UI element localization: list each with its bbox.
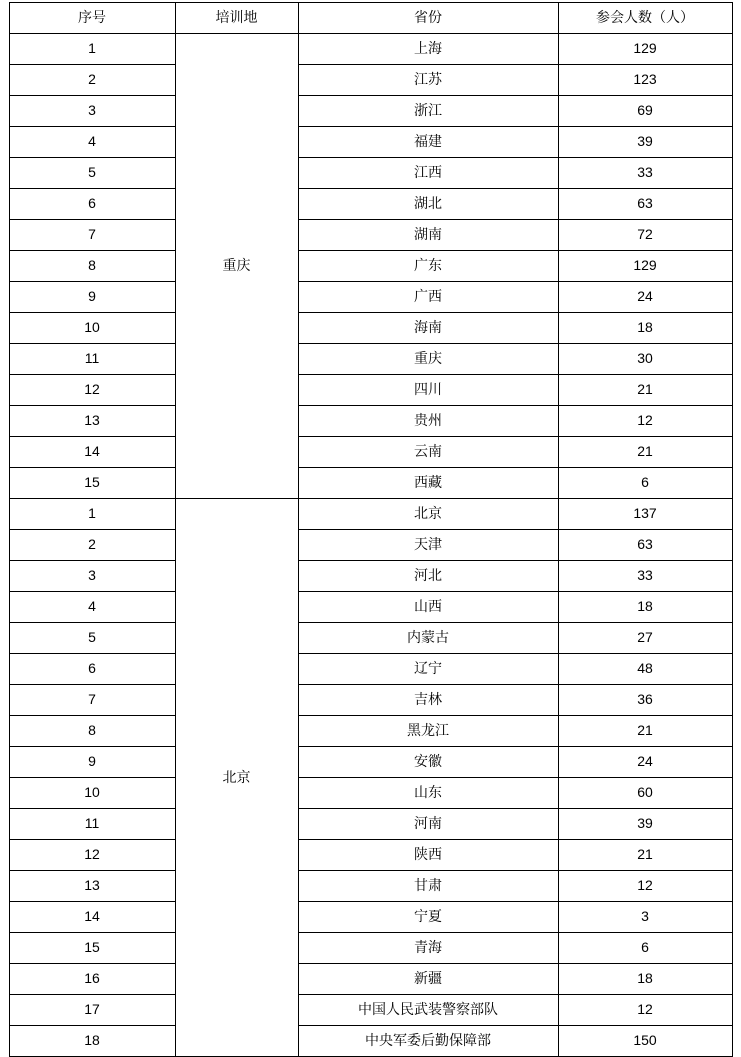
province-cell: 云南 bbox=[298, 437, 558, 468]
table-row bbox=[9, 251, 732, 282]
document-sheet bbox=[0, 2, 741, 1057]
table-row bbox=[9, 375, 732, 406]
province-cell: 福建 bbox=[298, 127, 558, 158]
table-row bbox=[9, 623, 732, 654]
participants-table bbox=[9, 2, 733, 1057]
row-index-cell: 11 bbox=[9, 344, 175, 375]
participant-count-cell: 21 bbox=[558, 716, 732, 747]
table-row bbox=[9, 685, 732, 716]
province-cell: 山东 bbox=[298, 778, 558, 809]
table-row bbox=[9, 437, 732, 468]
table-row bbox=[9, 530, 732, 561]
table-row bbox=[9, 34, 732, 65]
participant-count-cell: 137 bbox=[558, 499, 732, 530]
row-index-cell: 7 bbox=[9, 220, 175, 251]
participant-count-cell: 12 bbox=[558, 995, 732, 1026]
province-cell: 海南 bbox=[298, 313, 558, 344]
participant-count-cell: 39 bbox=[558, 809, 732, 840]
row-index-cell: 13 bbox=[9, 871, 175, 902]
participant-count-cell: 33 bbox=[558, 561, 732, 592]
table-row bbox=[9, 561, 732, 592]
participant-count-cell: 27 bbox=[558, 623, 732, 654]
row-index-cell: 8 bbox=[9, 251, 175, 282]
table-row bbox=[9, 344, 732, 375]
province-cell: 甘肃 bbox=[298, 871, 558, 902]
participant-count-cell: 36 bbox=[558, 685, 732, 716]
participant-count-cell: 12 bbox=[558, 871, 732, 902]
row-index-cell: 14 bbox=[9, 902, 175, 933]
province-cell: 吉林 bbox=[298, 685, 558, 716]
participant-count-cell: 39 bbox=[558, 127, 732, 158]
participant-count-cell: 69 bbox=[558, 96, 732, 127]
column-header-site: 培训地 bbox=[175, 3, 298, 34]
table-header-row bbox=[9, 3, 732, 34]
participant-count-cell: 129 bbox=[558, 251, 732, 282]
table-row bbox=[9, 747, 732, 778]
participant-count-cell: 18 bbox=[558, 592, 732, 623]
province-cell: 宁夏 bbox=[298, 902, 558, 933]
row-index-cell: 17 bbox=[9, 995, 175, 1026]
participant-count-cell: 63 bbox=[558, 530, 732, 561]
column-header-index: 序号 bbox=[9, 3, 175, 34]
table-row bbox=[9, 964, 732, 995]
row-index-cell: 12 bbox=[9, 375, 175, 406]
province-cell: 安徽 bbox=[298, 747, 558, 778]
participant-count-cell: 123 bbox=[558, 65, 732, 96]
table-row bbox=[9, 96, 732, 127]
table-row bbox=[9, 189, 732, 220]
table-row bbox=[9, 499, 732, 530]
table-row bbox=[9, 313, 732, 344]
table-row bbox=[9, 840, 732, 871]
training-site-cell: 北京 bbox=[175, 499, 298, 1057]
table-row bbox=[9, 778, 732, 809]
participant-count-cell: 24 bbox=[558, 282, 732, 313]
participant-count-cell: 48 bbox=[558, 654, 732, 685]
table-row bbox=[9, 716, 732, 747]
row-index-cell: 3 bbox=[9, 96, 175, 127]
province-cell: 黑龙江 bbox=[298, 716, 558, 747]
province-cell: 重庆 bbox=[298, 344, 558, 375]
province-cell: 河北 bbox=[298, 561, 558, 592]
participant-count-cell: 3 bbox=[558, 902, 732, 933]
table-row bbox=[9, 871, 732, 902]
participant-count-cell: 150 bbox=[558, 1026, 732, 1057]
table-row bbox=[9, 65, 732, 96]
row-index-cell: 9 bbox=[9, 747, 175, 778]
table-row bbox=[9, 995, 732, 1026]
row-index-cell: 4 bbox=[9, 127, 175, 158]
province-cell: 辽宁 bbox=[298, 654, 558, 685]
row-index-cell: 18 bbox=[9, 1026, 175, 1057]
province-cell: 江苏 bbox=[298, 65, 558, 96]
participant-count-cell: 72 bbox=[558, 220, 732, 251]
province-cell: 内蒙古 bbox=[298, 623, 558, 654]
province-cell: 西藏 bbox=[298, 468, 558, 499]
participant-count-cell: 24 bbox=[558, 747, 732, 778]
province-cell: 河南 bbox=[298, 809, 558, 840]
province-cell: 中国人民武装警察部队 bbox=[298, 995, 558, 1026]
row-index-cell: 10 bbox=[9, 778, 175, 809]
row-index-cell: 9 bbox=[9, 282, 175, 313]
table-row bbox=[9, 468, 732, 499]
participant-count-cell: 63 bbox=[558, 189, 732, 220]
table-row bbox=[9, 127, 732, 158]
table-row bbox=[9, 1026, 732, 1057]
table-row bbox=[9, 282, 732, 313]
table-row bbox=[9, 220, 732, 251]
table-row bbox=[9, 933, 732, 964]
table-row bbox=[9, 406, 732, 437]
province-cell: 中央军委后勤保障部 bbox=[298, 1026, 558, 1057]
row-index-cell: 3 bbox=[9, 561, 175, 592]
province-cell: 新疆 bbox=[298, 964, 558, 995]
participant-count-cell: 12 bbox=[558, 406, 732, 437]
row-index-cell: 1 bbox=[9, 499, 175, 530]
province-cell: 浙江 bbox=[298, 96, 558, 127]
row-index-cell: 4 bbox=[9, 592, 175, 623]
province-cell: 天津 bbox=[298, 530, 558, 561]
row-index-cell: 7 bbox=[9, 685, 175, 716]
participant-count-cell: 21 bbox=[558, 840, 732, 871]
province-cell: 广东 bbox=[298, 251, 558, 282]
row-index-cell: 10 bbox=[9, 313, 175, 344]
participant-count-cell: 18 bbox=[558, 964, 732, 995]
participant-count-cell: 33 bbox=[558, 158, 732, 189]
province-cell: 山西 bbox=[298, 592, 558, 623]
participant-count-cell: 21 bbox=[558, 437, 732, 468]
row-index-cell: 2 bbox=[9, 65, 175, 96]
row-index-cell: 11 bbox=[9, 809, 175, 840]
table-header bbox=[9, 3, 732, 34]
training-site-cell: 重庆 bbox=[175, 34, 298, 499]
row-index-cell: 2 bbox=[9, 530, 175, 561]
row-index-cell: 13 bbox=[9, 406, 175, 437]
row-index-cell: 15 bbox=[9, 468, 175, 499]
row-index-cell: 12 bbox=[9, 840, 175, 871]
row-index-cell: 1 bbox=[9, 34, 175, 65]
table-row bbox=[9, 592, 732, 623]
province-cell: 湖北 bbox=[298, 189, 558, 220]
participant-count-cell: 21 bbox=[558, 375, 732, 406]
province-cell: 四川 bbox=[298, 375, 558, 406]
participant-count-cell: 30 bbox=[558, 344, 732, 375]
row-index-cell: 6 bbox=[9, 654, 175, 685]
table-row bbox=[9, 654, 732, 685]
table-row bbox=[9, 809, 732, 840]
province-cell: 北京 bbox=[298, 499, 558, 530]
row-index-cell: 8 bbox=[9, 716, 175, 747]
province-cell: 湖南 bbox=[298, 220, 558, 251]
row-index-cell: 6 bbox=[9, 189, 175, 220]
table-row bbox=[9, 902, 732, 933]
province-cell: 贵州 bbox=[298, 406, 558, 437]
participant-count-cell: 6 bbox=[558, 933, 732, 964]
row-index-cell: 15 bbox=[9, 933, 175, 964]
row-index-cell: 16 bbox=[9, 964, 175, 995]
participant-count-cell: 6 bbox=[558, 468, 732, 499]
participant-count-cell: 60 bbox=[558, 778, 732, 809]
participant-count-cell: 18 bbox=[558, 313, 732, 344]
participant-count-cell: 129 bbox=[558, 34, 732, 65]
province-cell: 广西 bbox=[298, 282, 558, 313]
column-header-province: 省份 bbox=[298, 3, 558, 34]
row-index-cell: 5 bbox=[9, 158, 175, 189]
province-cell: 陕西 bbox=[298, 840, 558, 871]
province-cell: 青海 bbox=[298, 933, 558, 964]
province-cell: 江西 bbox=[298, 158, 558, 189]
province-cell: 上海 bbox=[298, 34, 558, 65]
row-index-cell: 5 bbox=[9, 623, 175, 654]
column-header-count: 参会人数（人） bbox=[558, 3, 732, 34]
table-body bbox=[9, 34, 732, 1057]
table-row bbox=[9, 158, 732, 189]
row-index-cell: 14 bbox=[9, 437, 175, 468]
